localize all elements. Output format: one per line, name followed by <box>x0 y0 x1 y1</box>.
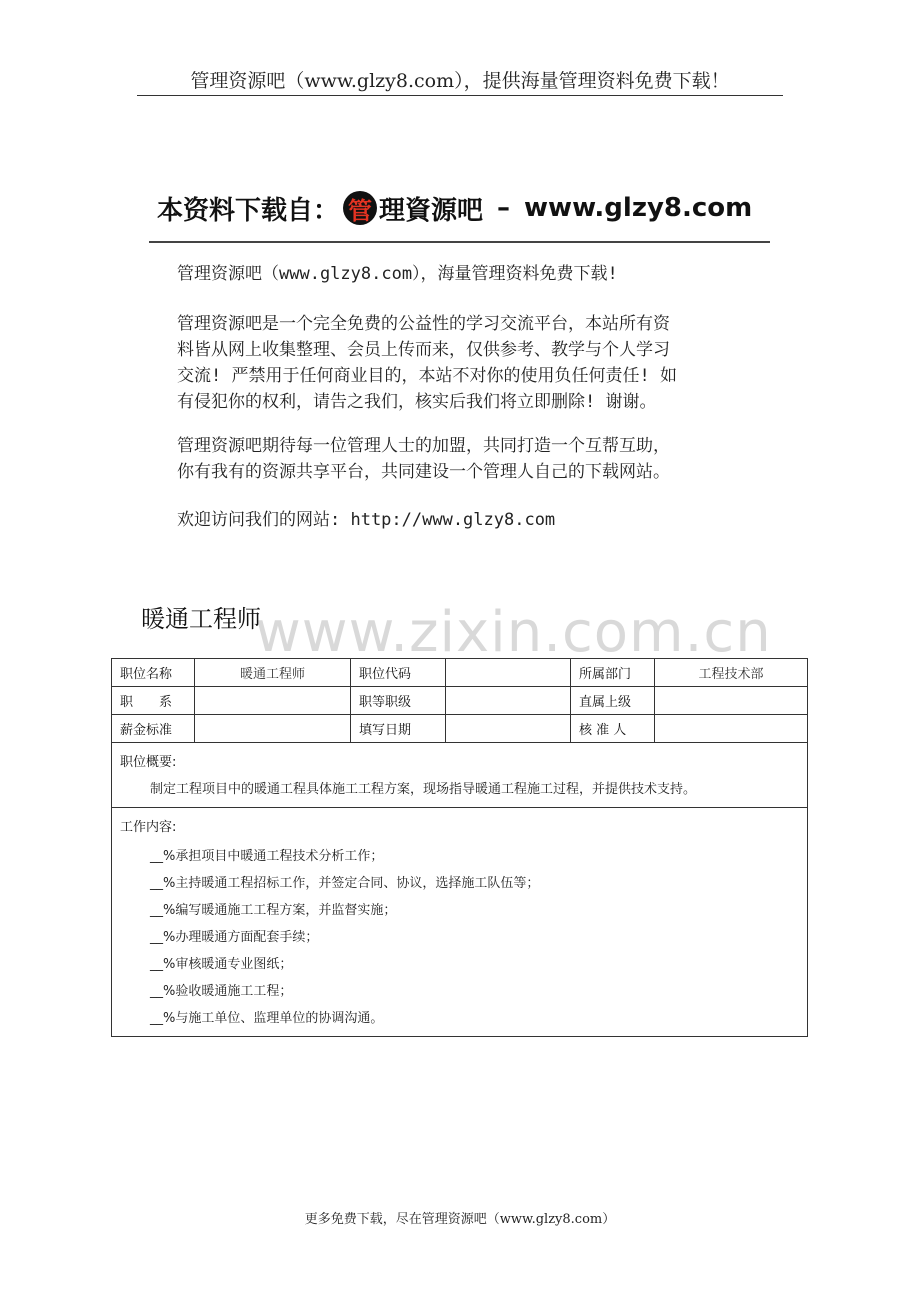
page-footer: 更多免费下载，尽在管理资源吧（www.glzy8.com） <box>304 1212 616 1227</box>
intro-disclaimer-line: 料皆从网上收集整理、会员上传而来，仅供参考、教学与个人学习 <box>177 340 670 360</box>
table-cell <box>446 659 571 687</box>
banner-site-url: www.glzy8.com <box>524 193 753 223</box>
header-rule <box>137 95 783 96</box>
table-cell <box>195 715 351 743</box>
overview-section <box>112 743 808 808</box>
banner-dash: – <box>497 193 511 223</box>
list-item: __%与施工单位、监理单位的协调沟通。 <box>150 1011 384 1026</box>
download-banner <box>157 188 752 228</box>
banner-rule <box>149 241 770 243</box>
overview-text: 制定工程项目中的暖通工程具体施工工程方案，现场指导暖通工程施工过程，并提供技术支持。 <box>150 782 697 797</box>
banner-site-name: 理資源吧 <box>379 195 484 226</box>
list-item: __%审核暖通专业图纸； <box>150 957 293 972</box>
list-item: __%主持暖通工程招标工作，并签定合同、协议，选择施工队伍等； <box>150 876 540 891</box>
table-cell <box>655 715 808 743</box>
job-description-table <box>111 658 808 1037</box>
list-item: __%办理暖通方面配套手续； <box>150 930 319 945</box>
duties-label: 工作内容: <box>120 820 177 835</box>
table-cell: 直属上级 <box>571 687 655 715</box>
job-title: 暖通工程师 <box>141 605 261 633</box>
table-cell: 所属部门 <box>571 659 655 687</box>
table-cell: 暖通工程师 <box>195 659 351 687</box>
page-header: 管理资源吧（www.glzy8.com），提供海量管理资料免费下载！ <box>190 70 730 92</box>
duties-section <box>112 808 808 1037</box>
list-item: __%验收暖通施工工程； <box>150 984 293 999</box>
duty-list <box>150 843 799 1032</box>
table-row <box>112 743 808 808</box>
watermark: www.zixin.com.cn <box>255 600 772 665</box>
table-cell <box>195 687 351 715</box>
intro-line: 管理资源吧（www.glzy8.com），海量管理资料免费下载! <box>177 264 618 284</box>
table-cell <box>655 687 808 715</box>
intro-welcome: 欢迎访问我们的网站: http://www.glzy8.com <box>177 510 556 530</box>
table-cell: 工程技术部 <box>655 659 808 687</box>
table-cell: 核 准 人 <box>571 715 655 743</box>
intro-disclaimer <box>177 311 757 415</box>
banner-prefix: 本资料下载自： <box>157 195 340 226</box>
table-cell <box>446 687 571 715</box>
overview-label: 职位概要: <box>120 755 177 770</box>
list-item: __%编写暖通施工工程方案，并监督实施； <box>150 903 397 918</box>
table-row <box>112 659 808 687</box>
table-cell: 职位名称 <box>112 659 195 687</box>
list-item: __%承担项目中暖通工程技术分析工作； <box>150 849 384 864</box>
intro-invitation <box>177 433 757 485</box>
table-row <box>112 715 808 743</box>
table-row <box>112 808 808 1037</box>
table-cell <box>446 715 571 743</box>
table-cell: 职位代码 <box>351 659 446 687</box>
table-cell: 填写日期 <box>351 715 446 743</box>
intro-disclaimer-line: 管理资源吧是一个完全免费的公益性的学习交流平台，本站所有资 <box>177 314 670 334</box>
table-cell: 薪金标准 <box>112 715 195 743</box>
intro-invitation-line: 你有我有的资源共享平台，共同建设一个管理人自己的下载网站。 <box>177 462 670 482</box>
table-cell: 职 系 <box>112 687 195 715</box>
table-row <box>112 687 808 715</box>
intro-disclaimer-line: 有侵犯你的权利，请告之我们，核实后我们将立即删除! 谢谢。 <box>177 392 657 412</box>
table-cell: 职等职级 <box>351 687 446 715</box>
intro-disclaimer-line: 交流! 严禁用于任何商业目的，本站不对你的使用负任何责任! 如 <box>177 366 677 386</box>
logo-icon: 管 <box>343 191 377 225</box>
intro-invitation-line: 管理资源吧期待每一位管理人士的加盟，共同打造一个互帮互助， <box>177 436 670 456</box>
